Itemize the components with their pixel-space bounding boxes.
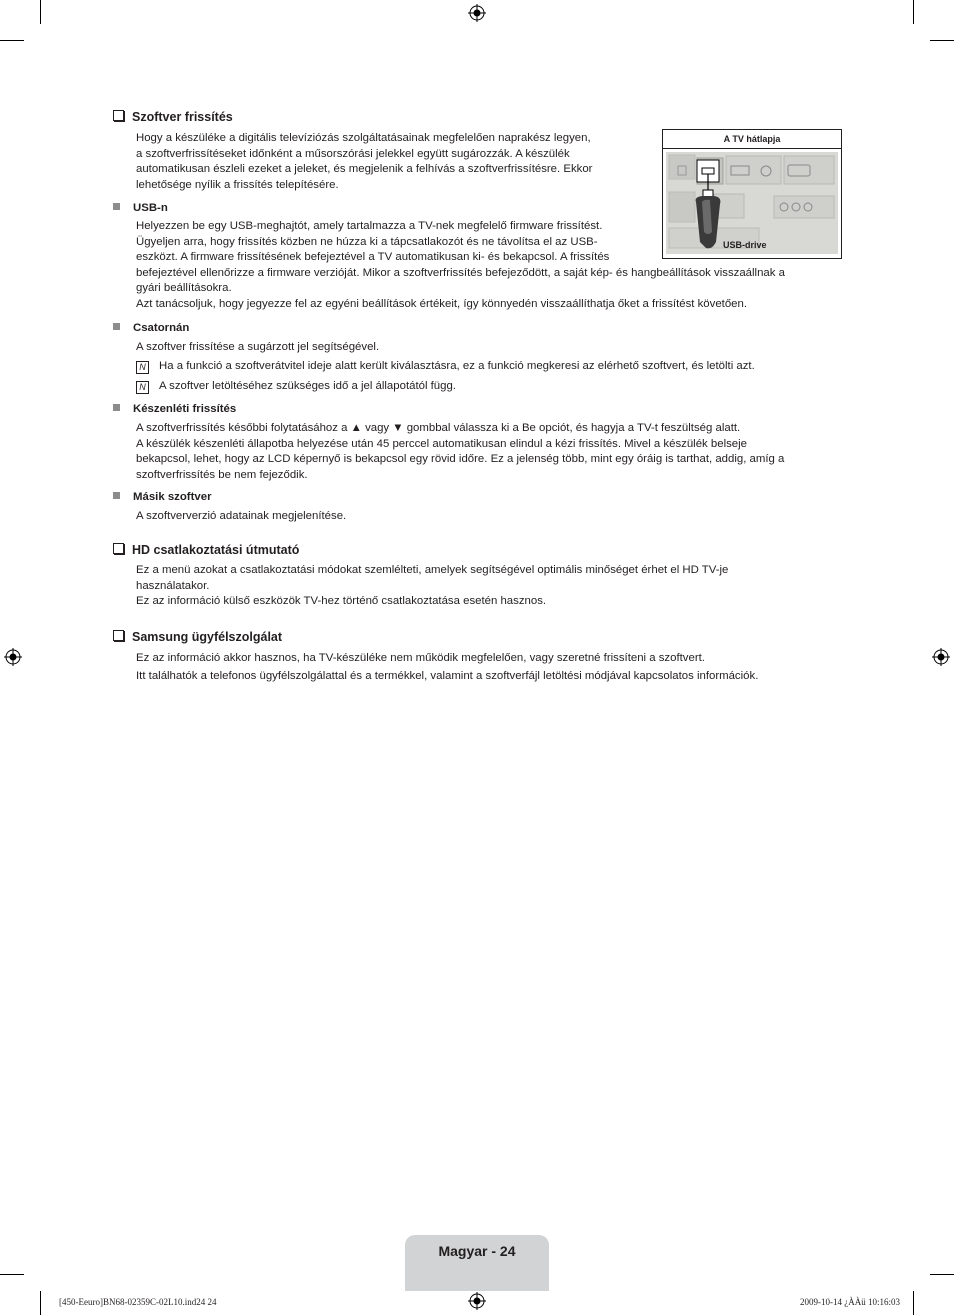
registration-mark-icon	[4, 648, 22, 666]
subheading-channel	[113, 321, 189, 335]
usb-paragraph	[136, 219, 856, 313]
text-line: használatakor.	[136, 579, 210, 592]
text-line: A készülék készenléti állapotba helyezése után 45 perccel automatikusan elindul a kézi frissítés. Mivel a készülék belseje	[136, 437, 747, 450]
section-heading-hd-guide	[113, 543, 299, 557]
text-line: befejeztével ellenőrizze a firmware verzióját. Mikor a szoftverfrissítés befejeződött, a saját kép- és hangbeállítások visszaállnak a	[136, 266, 785, 279]
subheading-standby	[113, 402, 236, 416]
text-line: Ez a menü azokat a csatlakoztatási módokat szemlélteti, amelyek segítségével optimális minőséget érhet el HD TV-je	[136, 564, 729, 576]
checkbox-bullet-icon	[113, 110, 124, 121]
registration-mark-icon	[468, 4, 486, 22]
crop-mark	[930, 40, 954, 41]
figure-caption: A TV hátlapja	[663, 130, 841, 149]
page-number-label: Magyar - 24	[438, 1243, 516, 1259]
section-heading-samsung-support	[113, 630, 282, 644]
text-line: szoftverfrissítés be nem fejeződik.	[136, 468, 308, 481]
heading-text: HD csatlakoztatási útmutató	[132, 543, 300, 557]
text-line: Helyezzen be egy USB-meghajtót, amely tartalmazza a TV-nek megfelelő firmware frissítést.	[136, 220, 603, 232]
crop-mark	[0, 40, 24, 41]
text-line: Hogy a készüléke a digitális televíziózás szolgáltatásainak megfelelően naprakész legyen,	[136, 132, 591, 144]
text-line: bekapcsol, lehet, hogy az LCD képernyő is bekapcsol egy rövid időre. Ez a jelenség több, mint egy óráig is tarthat, addig, amíg a	[136, 453, 785, 466]
heading-text: Szoftver frissítés	[132, 110, 233, 124]
heading-text: Samsung ügyfélszolgálat	[132, 630, 283, 644]
support-paragraph	[136, 650, 856, 685]
text-line: A szoftverfrissítés későbbi folytatásához a ▲ vagy ▼ gombbal válassza ki a Be opciót, és hagyja a TV-t feszültség alatt.	[136, 422, 741, 434]
note-icon: N	[136, 361, 149, 374]
text-line: lehetősége nyílik a frissítés telepítésére.	[136, 178, 339, 191]
registration-mark-icon	[468, 1292, 486, 1310]
text-line: a szoftverfrissítéseket időnként a műsorszórási jelekkel együtt sugározzák. A készülék	[136, 147, 570, 160]
note-text: A szoftver letöltéséhez szükséges idő a jel állapotától függ.	[159, 380, 456, 392]
subheading-usb	[113, 201, 168, 215]
crop-mark	[930, 1274, 954, 1275]
square-bullet-icon	[113, 492, 120, 499]
crop-mark	[40, 0, 41, 24]
text-line: automatikusan észleli ezeket a jeleket, és megjelenik a felhívás a szoftverfrissítésre. Ekkor	[136, 163, 593, 176]
subheading-text: Csatornán	[133, 322, 190, 334]
text-line: Ez az információ külső eszközök TV-hez történő csatlakoztatása esetén hasznos.	[136, 595, 547, 608]
text-line: gyári beállításokra.	[136, 282, 232, 295]
intro-paragraph	[136, 131, 636, 193]
crop-mark	[40, 1291, 41, 1315]
square-bullet-icon	[113, 404, 120, 411]
note-item	[136, 359, 755, 374]
crop-mark	[913, 1291, 914, 1315]
subheading-text: Készenléti frissítés	[133, 403, 237, 415]
note-text: Ha a funkció a szoftverátvitel ideje alatt került kiválasztásra, ez a funkció megkeresi az elérhető szoftvert, és letölti azt.	[159, 360, 755, 372]
subheading-alternate	[113, 490, 212, 504]
square-bullet-icon	[113, 203, 120, 210]
subheading-text: USB-n	[133, 202, 168, 214]
subheading-text: Másik szoftver	[133, 491, 212, 503]
text-line: eszközt. A firmware frissítésének befejeztével a TV automatikusan ki- és bekapcsol. A frissítés	[136, 251, 610, 264]
usb-drive-label: USB-drive	[723, 240, 767, 250]
hd-guide-paragraph	[136, 563, 856, 610]
alternate-text: A szoftververzió adatainak megjelenítése.	[136, 510, 347, 522]
text-line: Azt tanácsoljuk, hogy jegyezze fel az egyéni beállítások értékeit, így könnyedén visszaállíthatja őket a frissítést követően.	[136, 297, 748, 310]
channel-text: A szoftver frissítése a sugárzott jel segítségével.	[136, 341, 380, 353]
square-bullet-icon	[113, 323, 120, 330]
footer-timestamp: 2009-10-14 ¿ÀÀü 10:16:03	[800, 1297, 900, 1307]
note-icon: N	[136, 381, 149, 394]
registration-mark-icon	[932, 648, 950, 666]
text-line: Itt találhatók a telefonos ügyfélszolgálattal és a termékkel, valamint a szoftverfájl letöltési módjával kapcsolatos információk.	[136, 669, 759, 682]
section-heading-software-update	[113, 110, 233, 124]
checkbox-bullet-icon	[113, 630, 124, 641]
footer-file-info: [450-Eeuro]BN68-02359C-02L10.ind24 24	[59, 1297, 217, 1307]
text-line: Ügyeljen arra, hogy frissítés közben ne húzza ki a tápcsatlakozót és ne távolítsa el az USB-	[136, 235, 598, 248]
crop-mark	[0, 1274, 24, 1275]
note-item	[136, 379, 456, 394]
standby-paragraph	[136, 421, 856, 483]
text-line: Ez az információ akkor hasznos, ha TV-készüléke nem működik megfelelően, vagy szeretné frissíteni a szoftvert.	[136, 652, 705, 664]
crop-mark	[913, 0, 914, 24]
checkbox-bullet-icon	[113, 543, 124, 554]
